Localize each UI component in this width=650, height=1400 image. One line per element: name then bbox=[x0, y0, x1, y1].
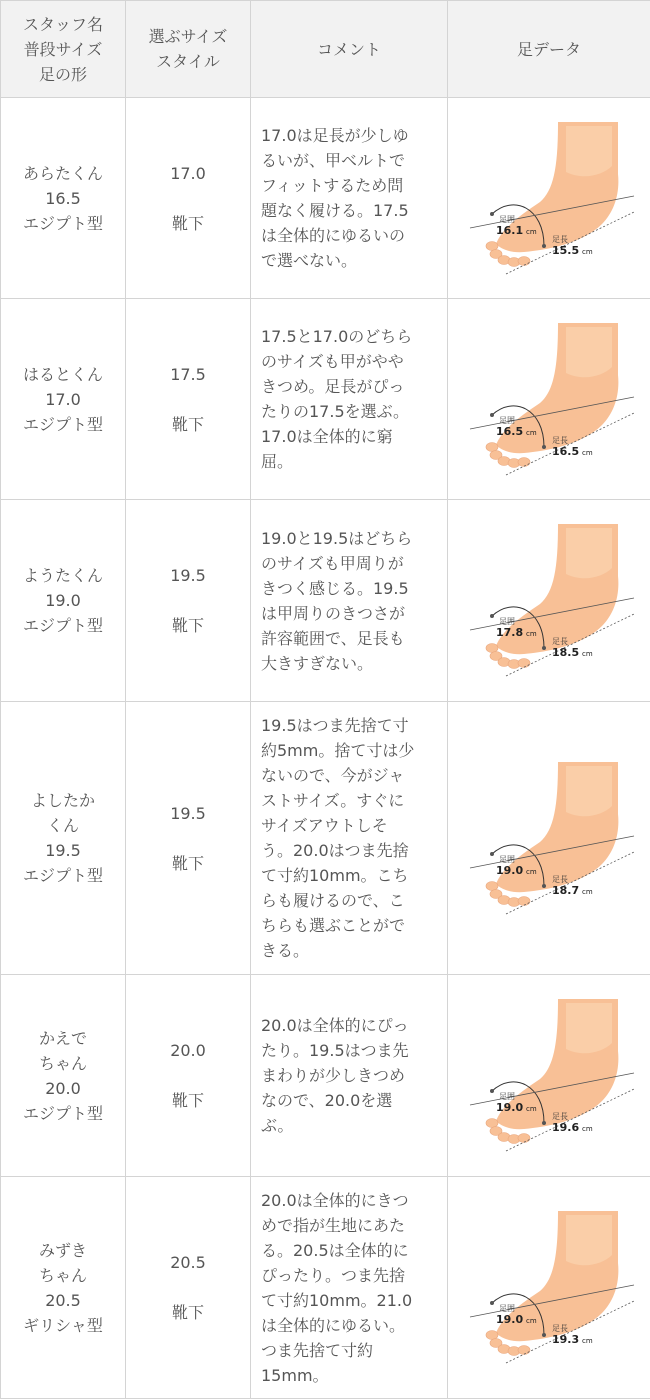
length-label: 足長 bbox=[551, 1112, 568, 1121]
measure-dot bbox=[542, 884, 546, 888]
comment-line: ちらも選ぶことがで bbox=[261, 916, 406, 935]
girth-value: 19.0 bbox=[495, 863, 523, 877]
comment-line: るいが、甲ベルトで bbox=[261, 151, 406, 170]
staff-line: エジプト型 bbox=[22, 616, 103, 635]
table-row bbox=[1, 98, 650, 299]
comment-line: 20.0は全体的にきつ bbox=[261, 1190, 409, 1210]
comment-line: 大きすぎない。 bbox=[261, 653, 374, 673]
table-row bbox=[1, 1177, 650, 1399]
table-row bbox=[1, 975, 650, 1177]
foot-illustration bbox=[462, 317, 637, 482]
chosen-size: 17.5 bbox=[170, 364, 206, 384]
measure-dot bbox=[490, 1089, 494, 1093]
measure-dot bbox=[542, 646, 546, 650]
staff-cell bbox=[1, 98, 126, 299]
length-label: 足長 bbox=[551, 234, 568, 244]
comment-cell bbox=[251, 1177, 448, 1399]
style-label: 靴下 bbox=[171, 213, 204, 233]
comment-line: て寸約10mm。こち bbox=[261, 866, 409, 885]
length-unit: cm bbox=[581, 650, 593, 658]
length-label: 足長 bbox=[551, 874, 568, 884]
header-staff bbox=[1, 1, 126, 98]
comment-cell bbox=[251, 98, 448, 299]
staff-line: ギリシャ型 bbox=[23, 1315, 103, 1335]
girth-label: 足囲 bbox=[498, 1304, 515, 1313]
girth-value: 17.8 bbox=[495, 626, 523, 639]
comment-line: ぴったり。つま先捨 bbox=[261, 1265, 406, 1285]
staff-line: ちゃん bbox=[38, 1265, 87, 1285]
girth-label: 足囲 bbox=[498, 854, 515, 864]
comment-line: のサイズも甲周りが bbox=[261, 553, 404, 573]
girth-value: 16.1 bbox=[495, 223, 523, 237]
length-value: 16.5 bbox=[551, 444, 579, 458]
comment-line: 題なく履ける。17.5 bbox=[261, 201, 409, 220]
girth-value: 16.5 bbox=[495, 424, 523, 438]
comment-line: なので、20.0を選 bbox=[261, 1091, 393, 1110]
table-row bbox=[1, 299, 650, 500]
comment-line: は甲周りのきつさが bbox=[261, 603, 406, 623]
length-value: 18.5 bbox=[551, 646, 579, 659]
staff-line: みずき bbox=[38, 1240, 87, 1260]
size-cell bbox=[126, 975, 251, 1177]
girth-label: 足囲 bbox=[498, 617, 515, 626]
measure-dot bbox=[490, 1301, 494, 1305]
girth-unit: cm bbox=[525, 227, 537, 236]
comment-line: めで指が生地にあた bbox=[261, 1215, 406, 1235]
length-value: 19.6 bbox=[551, 1121, 579, 1134]
header-size bbox=[126, 1, 251, 98]
comment-line: つま先捨て寸約 bbox=[261, 1340, 374, 1360]
foot-illustration bbox=[462, 993, 637, 1158]
style-label: 靴下 bbox=[171, 414, 204, 434]
foot-illustration bbox=[462, 518, 637, 683]
girth-label: 足囲 bbox=[498, 415, 515, 425]
foot-cell bbox=[448, 98, 650, 299]
comment-line: は全体的にゆるいの bbox=[261, 226, 406, 245]
staff-cell bbox=[1, 500, 126, 702]
chosen-size: 19.5 bbox=[170, 566, 206, 585]
comment-line: で選べない。 bbox=[261, 251, 358, 270]
comment-line: フィットするため問 bbox=[261, 176, 404, 195]
header-foot: 足データ bbox=[448, 1, 650, 98]
length-unit: cm bbox=[581, 887, 593, 896]
style-label: 靴下 bbox=[171, 853, 204, 873]
comment-line: ないので、今がジャ bbox=[261, 766, 405, 785]
comment-line: る。20.5は全体的に bbox=[261, 1240, 409, 1260]
staff-cell bbox=[1, 702, 126, 975]
staff-line: ちゃん bbox=[38, 1053, 87, 1073]
foot-cell bbox=[448, 1177, 650, 1399]
chosen-size: 17.0 bbox=[170, 163, 206, 183]
foot-cell bbox=[448, 702, 650, 975]
measure-dot bbox=[542, 445, 546, 449]
girth-unit: cm bbox=[525, 428, 537, 437]
girth-value: 19.0 bbox=[495, 1313, 523, 1326]
comment-line: 17.5と17.0のどちら bbox=[261, 327, 413, 346]
comment-cell bbox=[251, 702, 448, 975]
comment-line: ぶ。 bbox=[261, 1116, 294, 1135]
staff-cell bbox=[1, 1177, 126, 1399]
staff-line: エジプト型 bbox=[22, 414, 103, 434]
table-row bbox=[1, 500, 650, 702]
measure-dot bbox=[490, 212, 494, 216]
length-label: 足長 bbox=[551, 1324, 568, 1333]
comment-line: きる。 bbox=[261, 941, 310, 960]
comment-cell bbox=[251, 299, 448, 500]
size-cell bbox=[126, 500, 251, 702]
chosen-size: 20.0 bbox=[170, 1041, 206, 1060]
staff-line: 19.5 bbox=[45, 841, 81, 860]
length-value: 19.3 bbox=[551, 1333, 579, 1346]
header-staff-line: 足の形 bbox=[38, 64, 87, 84]
foot-cell bbox=[448, 500, 650, 702]
chosen-size: 20.5 bbox=[170, 1253, 206, 1272]
girth-unit: cm bbox=[525, 1105, 537, 1113]
comment-line: 17.0は全体的に窮 bbox=[261, 427, 393, 446]
measure-dot bbox=[490, 852, 494, 856]
staff-line: 20.0 bbox=[45, 1078, 81, 1098]
girth-value: 19.0 bbox=[495, 1101, 523, 1114]
foot-illustration bbox=[462, 116, 637, 281]
header-staff-line: 普段サイズ bbox=[23, 39, 103, 59]
staff-line: エジプト型 bbox=[22, 1103, 103, 1123]
comment-line: サイズアウトしそ bbox=[261, 816, 388, 835]
staff-line: くん bbox=[46, 816, 79, 835]
header-comment: コメント bbox=[251, 1, 448, 98]
header-row bbox=[1, 1, 650, 98]
staff-line: よしたか bbox=[30, 791, 95, 810]
length-unit: cm bbox=[581, 247, 593, 256]
comment-line: 20.0は全体的にぴっ bbox=[261, 1016, 409, 1035]
chosen-size: 19.5 bbox=[170, 803, 206, 823]
size-cell bbox=[126, 98, 251, 299]
length-unit: cm bbox=[581, 1337, 593, 1345]
staff-line: 17.0 bbox=[45, 389, 81, 409]
length-unit: cm bbox=[581, 1125, 593, 1133]
comment-line: のサイズも甲がやや bbox=[261, 352, 404, 371]
measure-dot bbox=[542, 244, 546, 248]
girth-label: 足囲 bbox=[498, 1092, 515, 1101]
length-value: 15.5 bbox=[551, 243, 579, 257]
length-label: 足長 bbox=[551, 637, 568, 646]
foot-cell bbox=[448, 975, 650, 1177]
staff-cell bbox=[1, 299, 126, 500]
staff-line: エジプト型 bbox=[22, 213, 103, 233]
girth-unit: cm bbox=[525, 867, 537, 876]
comment-cell bbox=[251, 975, 448, 1177]
measure-dot bbox=[490, 413, 494, 417]
foot-illustration bbox=[462, 1205, 637, 1370]
girth-unit: cm bbox=[525, 630, 537, 638]
staff-line: エジプト型 bbox=[22, 866, 103, 885]
length-unit: cm bbox=[581, 448, 593, 457]
measure-dot bbox=[542, 1121, 546, 1125]
staff-line: ようたくん bbox=[22, 566, 103, 585]
header-staff-line: スタッフ名 bbox=[22, 14, 103, 34]
comment-line: て寸約10mm。21.0 bbox=[261, 1290, 413, 1310]
header-size-line: 選ぶサイズ bbox=[148, 27, 228, 46]
size-cell bbox=[126, 702, 251, 975]
size-cell bbox=[126, 1177, 251, 1399]
comment-line: たり。19.5はつま先 bbox=[261, 1041, 409, 1060]
comment-line: 約5mm。捨て寸は少 bbox=[261, 741, 415, 760]
comment-line: らも履けるので、こ bbox=[261, 891, 405, 910]
comment-line: たりの17.5を選ぶ。 bbox=[261, 402, 409, 421]
staff-line: はるとくん bbox=[22, 364, 103, 384]
staff-line: 20.5 bbox=[45, 1290, 81, 1310]
staff-line: 16.5 bbox=[45, 188, 81, 208]
comment-line: う。20.0はつま先捨 bbox=[261, 841, 409, 860]
comment-line: は全体的にゆるい。 bbox=[261, 1315, 406, 1335]
comment-line: 17.0は足長が少しゆ bbox=[261, 126, 409, 145]
length-value: 18.7 bbox=[551, 883, 579, 897]
staff-line: あらたくん bbox=[22, 163, 103, 183]
comment-line: 許容範囲で、足長も bbox=[261, 628, 405, 648]
foot-cell bbox=[448, 299, 650, 500]
table-row bbox=[1, 702, 650, 975]
measure-dot bbox=[490, 614, 494, 618]
style-label: 靴下 bbox=[171, 616, 204, 635]
style-label: 靴下 bbox=[171, 1091, 204, 1110]
comment-line: 19.5はつま先捨て寸 bbox=[261, 716, 409, 735]
comment-line: 19.0と19.5はどちら bbox=[261, 528, 413, 548]
staff-line: かえで bbox=[38, 1028, 87, 1048]
length-label: 足長 bbox=[551, 435, 568, 445]
staff-line: 19.0 bbox=[45, 591, 81, 610]
comment-line: 15mm。 bbox=[261, 1365, 329, 1385]
comment-line: 屈。 bbox=[261, 452, 294, 471]
staff-cell bbox=[1, 975, 126, 1177]
comment-line: まわりが少しきつめ bbox=[261, 1066, 406, 1085]
header-size-line: スタイル bbox=[156, 52, 220, 71]
size-cell bbox=[126, 299, 251, 500]
style-label: 靴下 bbox=[171, 1303, 204, 1322]
girth-unit: cm bbox=[525, 1317, 537, 1325]
foot-illustration bbox=[462, 756, 637, 921]
girth-label: 足囲 bbox=[498, 214, 515, 224]
comment-line: ストサイズ。すぐに bbox=[261, 791, 405, 810]
comment-cell bbox=[251, 500, 448, 702]
comment-line: きつめ。足長がぴっ bbox=[261, 377, 405, 396]
measure-dot bbox=[542, 1333, 546, 1337]
comment-line: きつく感じる。19.5 bbox=[261, 578, 409, 598]
